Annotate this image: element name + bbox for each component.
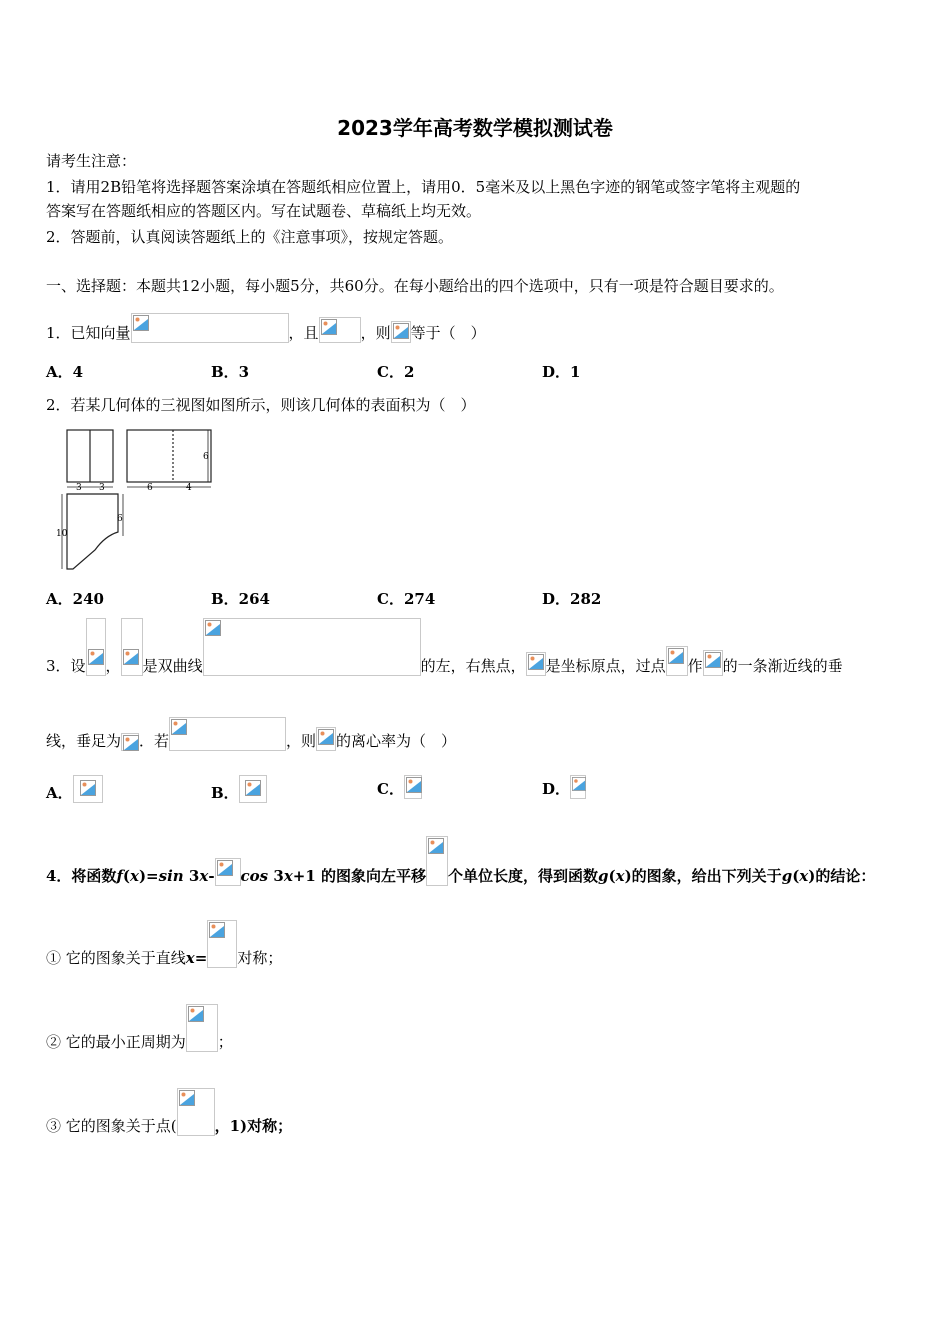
broken-image-icon [526,652,546,676]
broken-image-icon [131,313,289,343]
section-heading: 一、选择题：本题共12小题，每小题5分，共60分。在每小题给出的四个选项中，只有一项是符合题目要求的。 [46,277,784,295]
q4-conclusion-2: ② 它的最小正周期为 ； [46,1004,233,1052]
question-3-line-1: 3．设 ， 是双曲线 的左，右焦点， 是坐标原点，过点 作 的一条渐近线的垂 [46,618,843,676]
broken-image-icon [319,317,361,343]
question-1-stem: 1．已知向量 ，且 ，则 等于（ ） [46,313,486,343]
q1-option-a[interactable]: A．4 [46,363,84,381]
notice-item-1-line-1: 1．请用2B铅笔将选择题答案涂填在答题纸相应位置上，请用0．5毫米及以上黑色字迹的钢笔或签字笔将主观题的 [46,178,801,196]
q3-option-a[interactable]: A． [46,775,103,803]
dim-label-3a: 3 [76,483,82,493]
q4-conclusion-1: ① 它的图象关于直线x= 对称； [46,920,282,968]
page-title: 2023学年高考数学模拟测试卷 [337,116,613,140]
broken-image-icon [169,717,286,751]
q2-option-d[interactable]: D．282 [542,590,602,608]
notice-heading: 请考生注意： [46,152,137,170]
broken-image-icon [177,1088,215,1136]
dim-label-6b: 6 [203,452,209,462]
q1-option-b[interactable]: B．3 [211,363,250,381]
q1-option-c[interactable]: C．2 [377,363,415,381]
question-2-stem: 2．若某几何体的三视图如图所示，则该几何体的表面积为（ ） [46,396,476,414]
broken-image-icon [239,775,267,803]
dim-label-10: 10 [56,529,68,539]
q3-option-d[interactable]: D． [542,775,586,799]
q3-option-c[interactable]: C． [377,775,422,799]
dim-label-3b: 3 [99,483,105,493]
broken-image-icon [391,321,411,343]
notice-item-2: 2．答题前，认真阅读答题纸上的《注意事项》，按规定答题。 [46,228,454,246]
q1-option-d[interactable]: D．1 [542,363,581,381]
broken-image-icon [86,618,106,676]
broken-image-icon [186,1004,218,1052]
dim-label-4: 4 [186,483,192,493]
broken-image-icon [207,920,237,968]
q2-option-b[interactable]: B．264 [211,590,270,608]
broken-image-icon [121,618,143,676]
broken-image-icon [426,836,448,886]
broken-image-icon [404,775,422,799]
q2-option-a[interactable]: A．240 [46,590,104,608]
broken-image-icon [73,775,103,803]
broken-image-icon [215,858,241,886]
broken-image-icon [703,650,723,676]
broken-image-icon [570,775,586,799]
dim-label-6c: 6 [117,514,123,524]
notice-item-1-line-2: 答案写在答题纸相应的答题区内。写在试题卷、草稿纸上均无效。 [46,202,482,220]
broken-image-icon [121,733,139,751]
broken-image-icon [666,646,688,676]
q4-conclusion-3: ③ 它的图象关于点( ，1)对称； [46,1088,292,1136]
question-3-line-2: 线，垂足为 ．若 ，则 的离心率为（ ） [46,717,456,751]
q2-option-c[interactable]: C．274 [377,590,436,608]
broken-image-icon [203,618,421,676]
dim-label-6a: 6 [147,483,153,493]
broken-image-icon [316,727,336,751]
q3-option-b[interactable]: B． [211,775,267,803]
three-view-figure [55,426,220,576]
question-4-stem: 4．将函数f(x)=sin 3x- cos 3x+1 的图象向左平移 个单位长度，得到函数g(x)的图象，给出下列关于g(x)的结论： [46,836,875,886]
